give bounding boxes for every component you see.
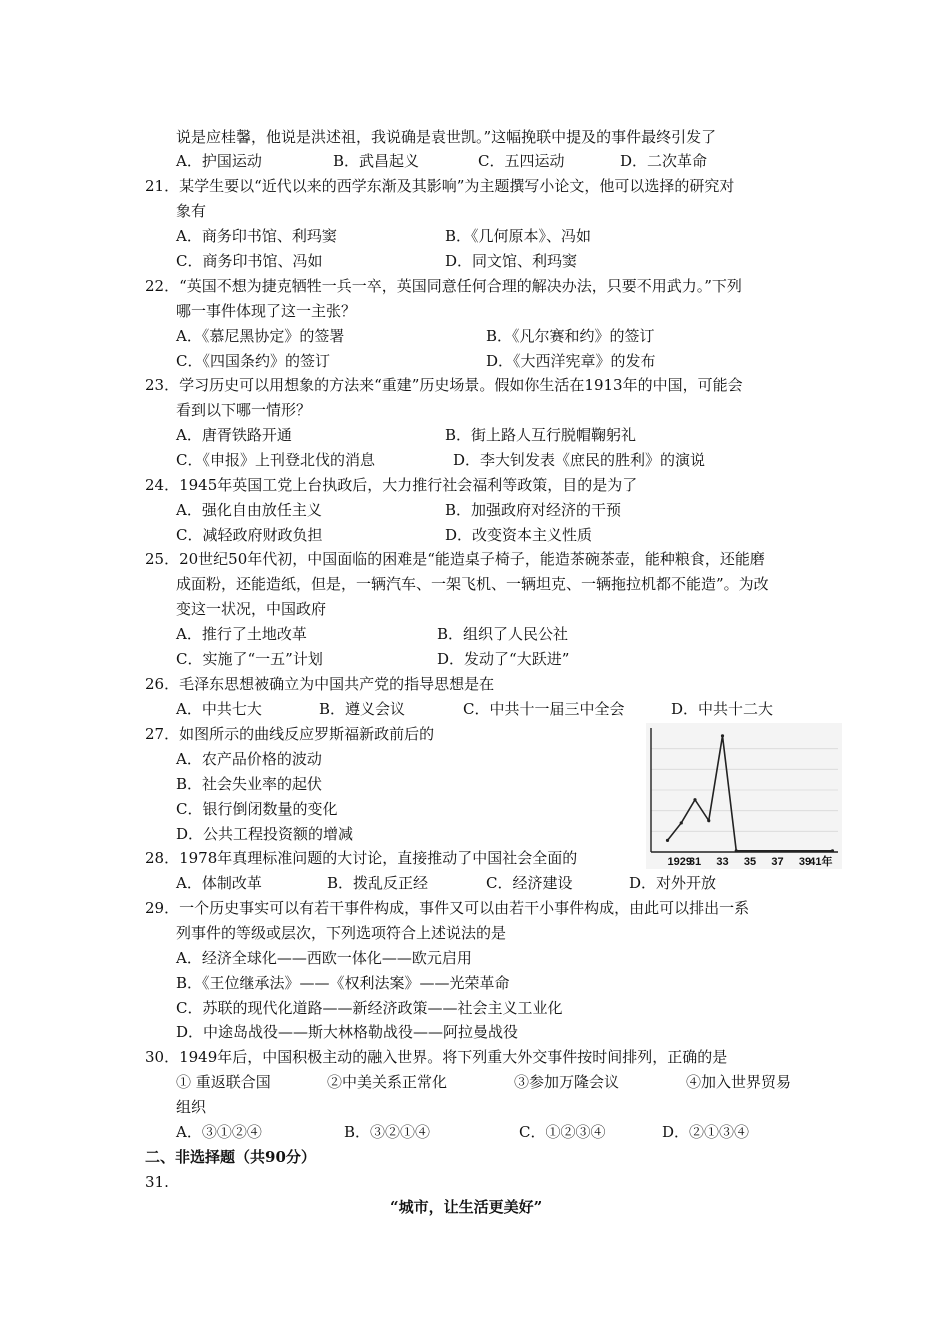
q25-stem-3: 变这一状况，中国政府 <box>176 600 327 618</box>
q28-option-d[interactable]: D．对外开放 <box>629 874 717 892</box>
q20-option-a[interactable]: A．护国运动 <box>176 152 262 170</box>
q27-option-d[interactable]: D．公共工程投资额的增减 <box>176 825 354 843</box>
q27-line-chart <box>646 723 842 869</box>
data-point <box>721 734 724 737</box>
q25-option-d[interactable]: D．发动了“大跃进” <box>437 650 570 668</box>
q23-stem-1: 23．学习历史可以用想象的方法来“重建”历史场景。假如你生活在1913年的中国，可能会 <box>145 376 743 394</box>
q27-option-c[interactable]: C．银行倒闭数量的变化 <box>176 800 338 818</box>
q29-stem-2: 列事件的等级或层次，下列选项符合上述说法的是 <box>176 924 507 942</box>
q21-option-c[interactable]: C．商务印书馆、冯如 <box>176 252 323 270</box>
q20-option-c[interactable]: C．五四运动 <box>478 152 565 170</box>
q25-option-a[interactable]: A．推行了土地改革 <box>176 625 307 643</box>
q24-option-a[interactable]: A．强化自由放任主义 <box>176 501 322 519</box>
x-tick-label: 1929 <box>667 856 692 868</box>
q25-stem-1: 25．20世纪50年代初，中国面临的困难是“能造桌子椅子，能造茶碗茶壶，能种粮食，还能磨 <box>145 550 765 568</box>
q22-option-a[interactable]: A．《慕尼黑协定》的签署 <box>176 327 345 345</box>
q23-option-a[interactable]: A．唐胥铁路开通 <box>176 426 292 444</box>
q27-stem: 27．如图所示的曲线反应罗斯福新政前后的 <box>145 725 435 743</box>
q22-option-b[interactable]: B．《凡尔赛和约》的签订 <box>486 327 655 345</box>
data-point <box>735 849 738 852</box>
q29-option-c[interactable]: C．苏联的现代化道路——新经济政策——社会主义工业化 <box>176 999 563 1017</box>
data-point <box>831 849 834 852</box>
q24-stem: 24．1945年英国工党上台执政后，大力推行社会福利等政策，目的是为了 <box>145 476 638 494</box>
q26-option-a[interactable]: A．中共七大 <box>176 700 262 718</box>
q27-option-a[interactable]: A．农产品价格的波动 <box>176 750 322 768</box>
q22-option-c[interactable]: C．《四国条约》的签订 <box>176 352 330 370</box>
q24-option-c[interactable]: C．减轻政府财政负担 <box>176 526 323 544</box>
q30-option-c[interactable]: C．①②③④ <box>519 1123 606 1141</box>
q31-title: “城市，让生活更美好” <box>390 1198 543 1216</box>
q20-stem: 说是应桂馨，他说是洪述祖，我说确是袁世凯。”这幅挽联中提及的事件最终引发了 <box>176 128 717 146</box>
q25-option-b[interactable]: B．组织了人民公社 <box>437 625 569 643</box>
q27-option-b[interactable]: B．社会失业率的起伏 <box>176 775 323 793</box>
data-point <box>693 798 696 801</box>
data-point <box>680 821 683 824</box>
q21-option-a[interactable]: A．商务印书馆、利玛窦 <box>176 227 337 245</box>
q28-option-b[interactable]: B．拨乱反正经 <box>327 874 429 892</box>
q23-stem-2: 看到以下哪一情形？ <box>176 401 312 419</box>
x-tick-label: 41年 <box>809 856 833 868</box>
q21-stem-2: 象有 <box>176 202 207 220</box>
x-tick-label: 39 <box>798 856 812 868</box>
q29-option-b[interactable]: B．《王位继承法》——《权利法案》——光荣革命 <box>176 974 510 992</box>
q21-option-d[interactable]: D．同文馆、利玛窦 <box>445 252 578 270</box>
x-tick-label: 35 <box>743 856 757 868</box>
section-heading: 二、非选择题（共90分） <box>145 1148 316 1166</box>
x-tick-label: 37 <box>771 856 784 868</box>
q24-option-b[interactable]: B．加强政府对经济的干预 <box>445 501 622 519</box>
q30-option-a[interactable]: A．③①②④ <box>176 1123 262 1141</box>
q30-option-b[interactable]: B．③②①④ <box>344 1123 431 1141</box>
q30-stem: 30．1949年后，中国积极主动的融入世界。将下列重大外交事件按时间排列，正确的是 <box>145 1048 728 1066</box>
q31-number: 31. <box>145 1173 169 1191</box>
q30-option-d[interactable]: D．②①③④ <box>662 1123 750 1141</box>
q21-stem-1: 21．某学生要以“近代以来的西学东渐及其影响”为主题撰写小论文，他可以选择的研究对 <box>145 177 735 195</box>
q30-item-3: ③参加万隆会议 <box>514 1073 620 1091</box>
chart-background <box>646 723 842 869</box>
data-point <box>666 839 669 842</box>
data-point <box>707 819 710 822</box>
q22-option-d[interactable]: D．《大西洋宪章》的发布 <box>486 352 656 370</box>
q30-item-4-cont: 组织 <box>176 1098 207 1116</box>
q29-stem-1: 29．一个历史事实可以有若干事件构成，事件又可以由若干小事件构成，由此可以排出一系 <box>145 899 750 917</box>
q30-item-2: ②中美关系正常化 <box>327 1073 448 1091</box>
q23-option-c[interactable]: C．《申报》上刊登北伐的消息 <box>176 451 375 469</box>
q23-option-b[interactable]: B．街上路人互行脱帽鞠躬礼 <box>445 426 637 444</box>
q28-option-a[interactable]: A．体制改革 <box>176 874 262 892</box>
q29-option-a[interactable]: A．经济全球化——西欧一体化——欧元启用 <box>176 949 472 967</box>
q26-option-c[interactable]: C．中共十一届三中全会 <box>463 700 625 718</box>
q28-option-c[interactable]: C．经济建设 <box>486 874 573 892</box>
x-tick-label: 33 <box>716 856 729 868</box>
q24-option-d[interactable]: D．改变资本主义性质 <box>445 526 593 544</box>
x-tick-label: 31 <box>688 856 702 868</box>
q26-option-d[interactable]: D．中共十二大 <box>671 700 774 718</box>
q30-item-1: ① 重返联合国 <box>176 1073 271 1091</box>
q20-option-b[interactable]: B．武昌起义 <box>333 152 420 170</box>
q21-option-b[interactable]: B．《几何原本》、冯如 <box>445 227 592 245</box>
q23-option-d[interactable]: D．李大钊发表《庶民的胜利》的演说 <box>453 451 706 469</box>
q29-option-d[interactable]: D．中途岛战役——斯大林格勒战役——阿拉曼战役 <box>176 1023 519 1041</box>
q25-stem-2: 成面粉，还能造纸，但是，一辆汽车、一架飞机、一辆坦克、一辆拖拉机都不能造”。为改 <box>176 575 769 593</box>
q25-option-c[interactable]: C．实施了“一五”计划 <box>176 650 323 668</box>
q22-stem-1: 22．“英国不想为捷克牺牲一兵一卒，英国同意任何合理的解决办法，只要不用武力。”下列 <box>145 277 742 295</box>
q26-option-b[interactable]: B．遵义会议 <box>319 700 406 718</box>
q30-item-4: ④加入世界贸易 <box>686 1073 792 1091</box>
q26-stem: 26．毛泽东思想被确立为中国共产党的指导思想是在 <box>145 675 495 693</box>
q20-option-d[interactable]: D．二次革命 <box>620 152 708 170</box>
q28-stem: 28．1978年真理标准问题的大讨论，直接推动了中国社会全面的 <box>145 849 578 867</box>
q22-stem-2: 哪一事件体现了这一主张？ <box>176 302 357 320</box>
